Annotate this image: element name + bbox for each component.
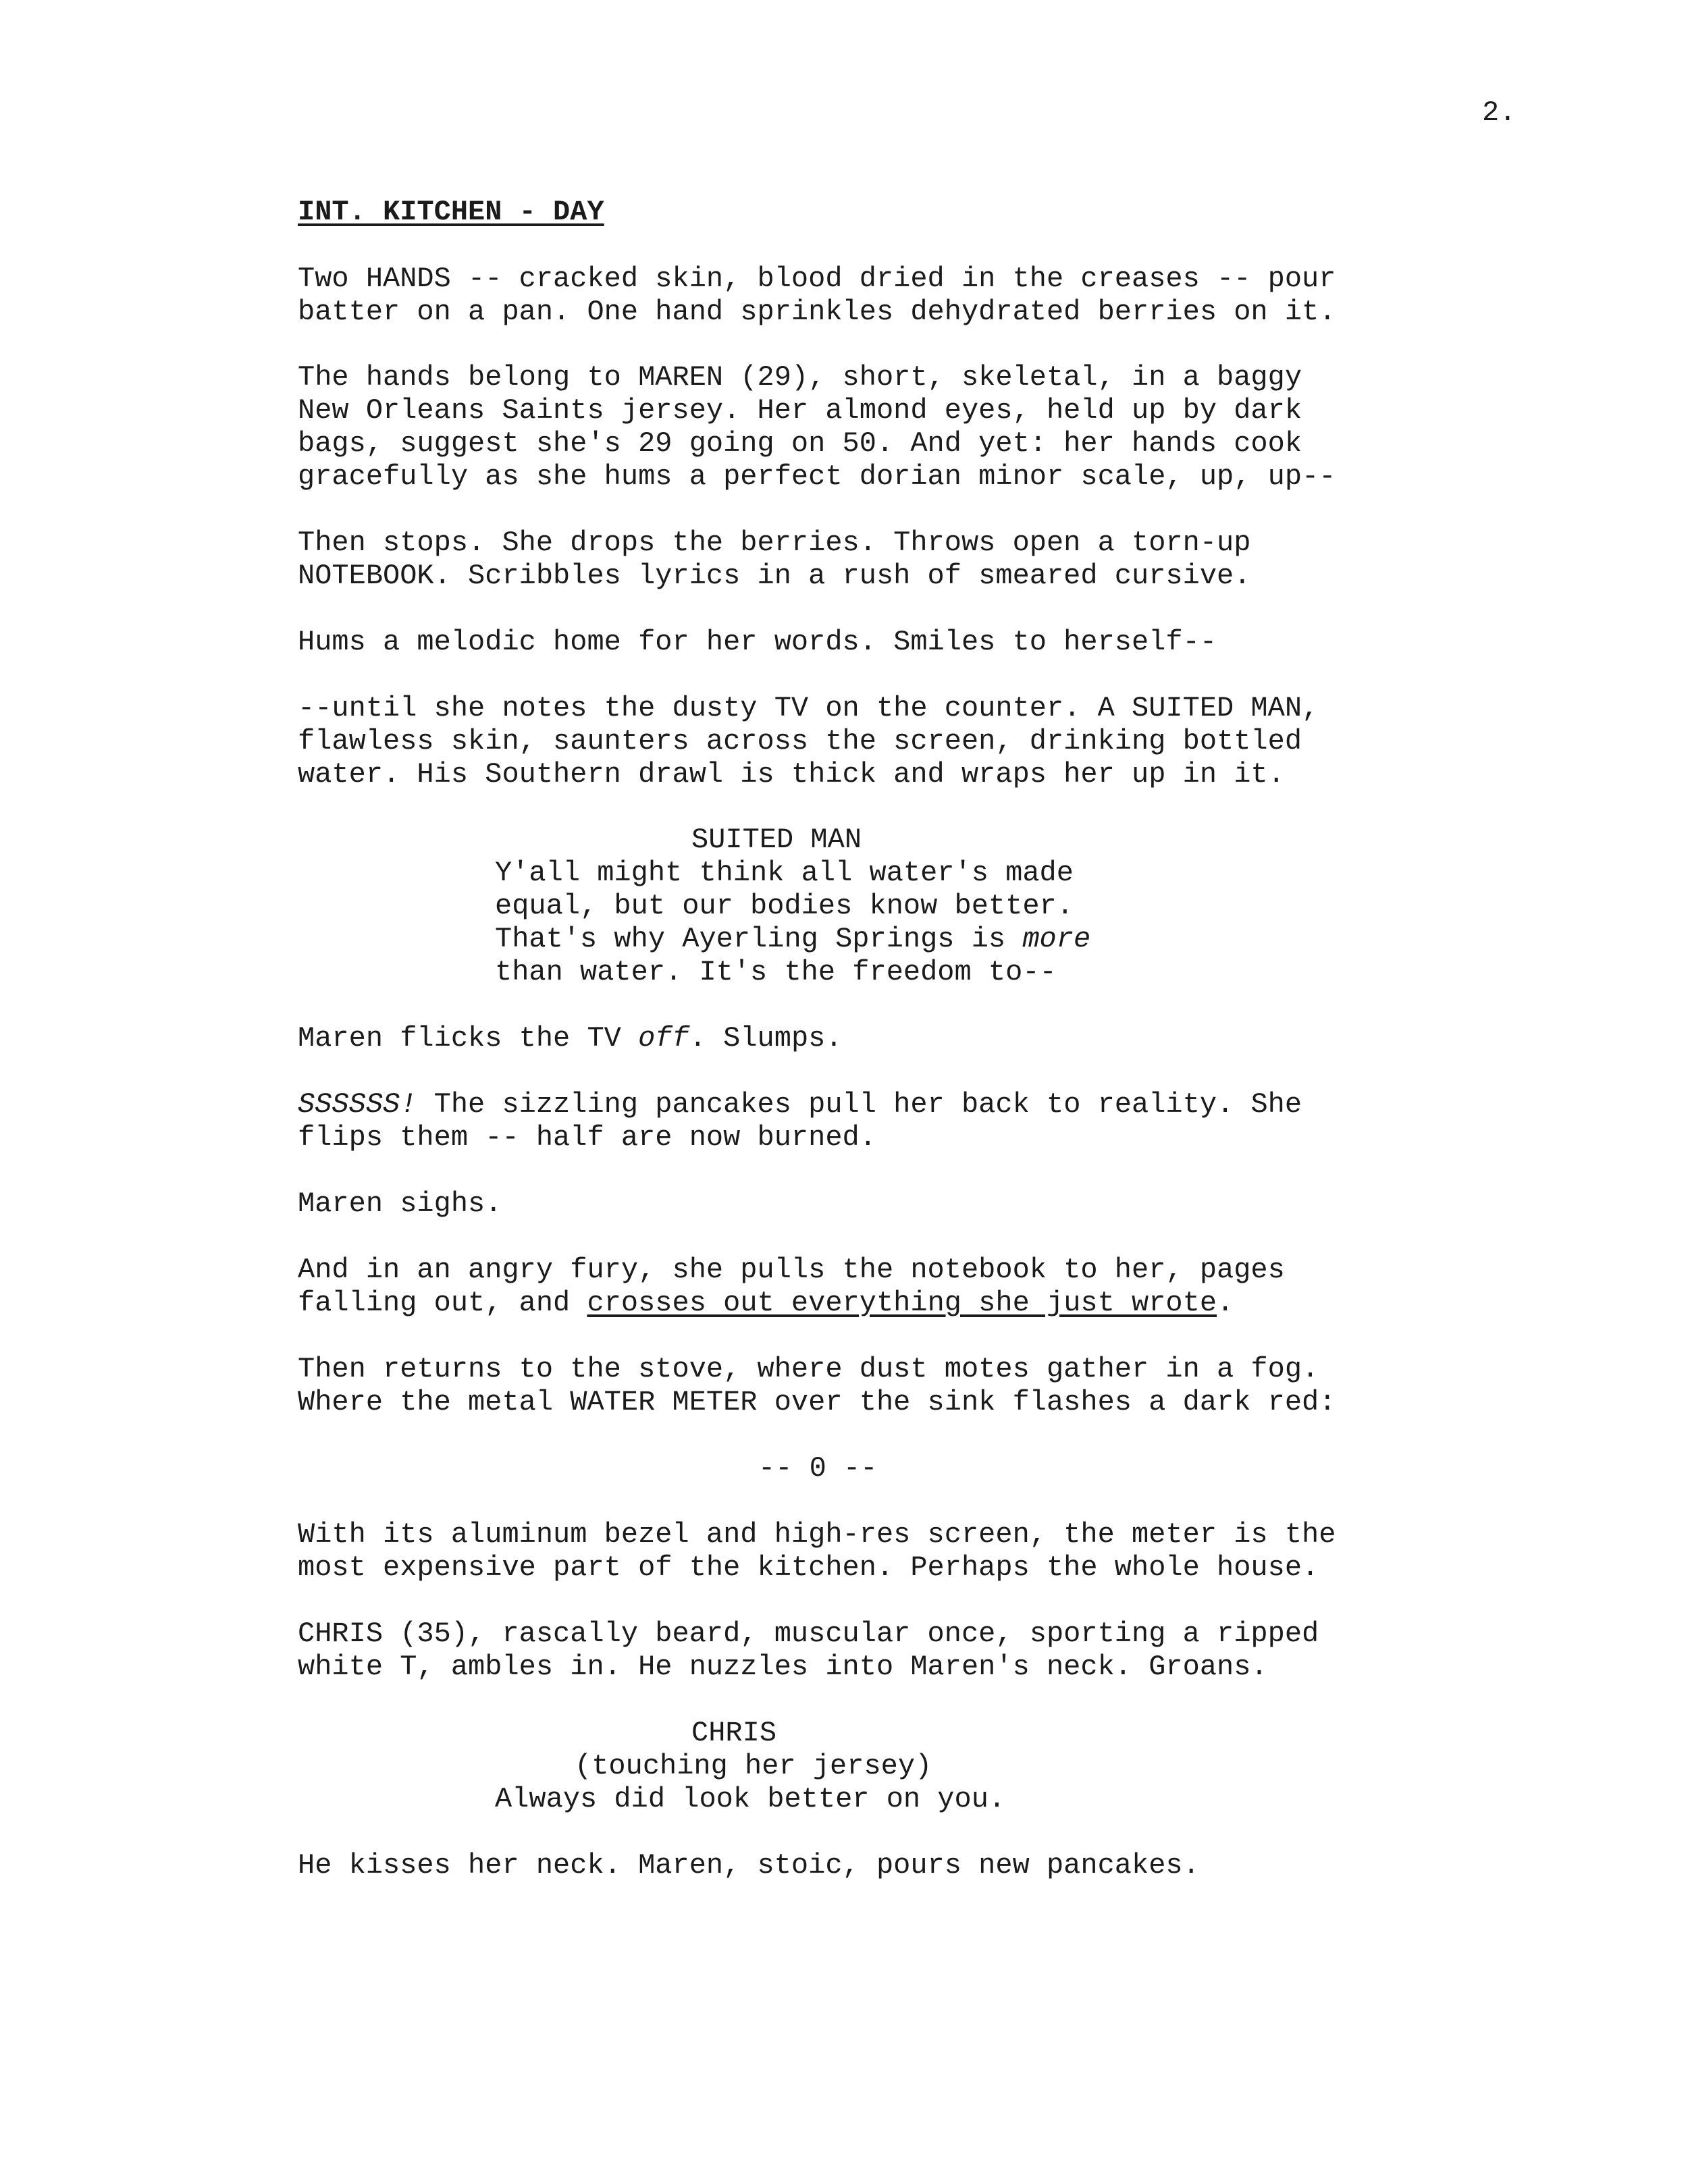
underlined-text: crosses out everything she just wrote [587, 1287, 1217, 1319]
action-line: Two HANDS -- cracked skin, blood dried in the creases -- pour [298, 263, 1336, 295]
action-line: bags, suggest she's 29 going on 50. And yet: her hands cook [298, 427, 1302, 460]
action-line: NOTEBOOK. Scribbles lyrics in a rush of smeared cursive. [298, 560, 1251, 592]
action-line [298, 1022, 843, 1055]
dialogue-line: Always did look better on you. [495, 1783, 1006, 1815]
action-text: The sizzling pancakes pull her back to reality. She [417, 1088, 1302, 1121]
action-line: Maren sighs. [298, 1188, 502, 1220]
dialogue-line: equal, but our bodies know better. [495, 890, 1074, 922]
dialogue-text: That's why Ayerling Springs is [495, 923, 1023, 955]
action-line: New Orleans Saints jersey. Her almond eyes, held up by dark [298, 394, 1302, 427]
action-line: most expensive part of the kitchen. Perhaps the whole house. [298, 1551, 1319, 1584]
action-line: Then returns to the stove, where dust motes gather in a fog. [298, 1353, 1319, 1385]
dialogue-line [495, 923, 1090, 956]
meter-readout: -- 0 -- [758, 1452, 878, 1485]
action-text: . [1217, 1287, 1234, 1319]
action-line [298, 1287, 1234, 1320]
action-line: With its aluminum bezel and high-res screen, the meter is the [298, 1518, 1336, 1551]
emphasis-text: more [1022, 923, 1091, 955]
action-line: water. His Southern drawl is thick and wraps her up in it. [298, 758, 1285, 791]
action-line: gracefully as she hums a perfect dorian minor scale, up, up-- [298, 460, 1336, 493]
action-line: He kisses her neck. Maren, stoic, pours new pancakes. [298, 1849, 1200, 1882]
action-line: batter on a pan. One hand sprinkles dehydrated berries on it. [298, 296, 1336, 328]
action-text: falling out, and [298, 1287, 587, 1319]
action-line: Where the metal WATER METER over the sink flashes a dark red: [298, 1386, 1336, 1418]
sound-effect-text: SSSSSS! [298, 1088, 417, 1121]
emphasis-text: off [638, 1022, 689, 1055]
character-name: CHRIS [691, 1717, 777, 1749]
action-line: Then stops. She drops the berries. Throws open a torn-up [298, 527, 1251, 559]
scene-heading: INT. KITCHEN - DAY [298, 196, 604, 228]
action-line: --until she notes the dusty TV on the counter. A SUITED MAN, [298, 692, 1319, 724]
action-text: . Slumps. [689, 1022, 843, 1055]
action-line: flawless skin, saunters across the screen, drinking bottled [298, 725, 1302, 757]
action-line: white T, ambles in. He nuzzles into Maren's neck. Groans. [298, 1651, 1268, 1683]
action-text: Maren flicks the TV [298, 1022, 639, 1055]
parenthetical: (touching her jersey) [575, 1750, 932, 1782]
action-line: CHRIS (35), rascally beard, muscular once, sporting a ripped [298, 1618, 1319, 1650]
action-line [298, 1088, 1302, 1121]
character-name: SUITED MAN [691, 824, 862, 856]
action-line: flips them -- half are now burned. [298, 1121, 876, 1154]
page-number: 2. [1482, 97, 1516, 129]
dialogue-line: than water. It's the freedom to-- [495, 956, 1057, 988]
action-line: And in an angry fury, she pulls the notebook to her, pages [298, 1254, 1285, 1286]
dialogue-line: Y'all might think all water's made [495, 857, 1074, 889]
action-line: Hums a melodic home for her words. Smiles to herself-- [298, 626, 1217, 658]
action-line: The hands belong to MAREN (29), short, skeletal, in a baggy [298, 361, 1302, 394]
